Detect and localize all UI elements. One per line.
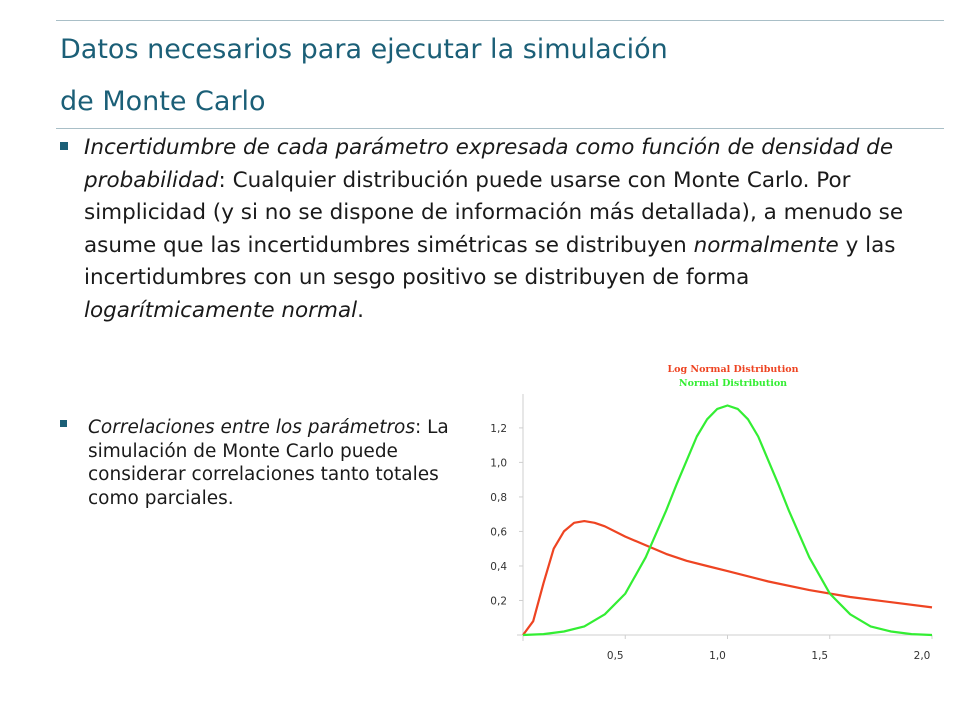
title-line-1: Datos necesarios para ejecutar la simulación	[60, 34, 668, 65]
bullet-2-body: : La simulación de Monte Carlo puede considerar correlaciones tanto totales como parciales.	[88, 417, 449, 509]
bullet-1-italic-end: logarítmicamente normal	[84, 297, 358, 323]
y-tick-label: 0,4	[490, 560, 507, 573]
x-tick-label: 1,5	[811, 650, 829, 662]
bullet-1-body-a: : Cualquier distribución puede usarse con Monte Carlo. Por simplicidad (y si no se dispone de información más detallada), a menudo se asume que las incertidumbres simétricas se distribuyen	[84, 167, 904, 258]
top-divider	[56, 20, 944, 21]
bullet-1-body-c: .	[357, 297, 364, 323]
y-tick-label: 0,2	[490, 595, 507, 608]
bullet-1-marker	[60, 142, 68, 150]
distribution-chart	[470, 352, 940, 672]
bullet-2-italic-lead: Correlaciones entre los parámetros	[88, 417, 416, 438]
slide-title	[60, 24, 920, 128]
y-tick-label: 0,6	[490, 526, 507, 539]
bullet-2-text	[88, 416, 468, 510]
x-tick-label: 0,5	[606, 650, 624, 662]
bullet-1-body-b: y las incertidumbres con un sesgo positivo se distribuyen de forma	[84, 232, 896, 290]
series-line-log-normal	[523, 521, 932, 635]
y-tick-label: 1,2	[490, 422, 507, 435]
y-tick-label: 0,8	[490, 491, 507, 504]
title-line-2: de Monte Carlo	[60, 86, 266, 117]
y-tick-label: 1,0	[490, 457, 507, 470]
title-divider	[56, 128, 944, 129]
x-tick-label: 1,0	[709, 650, 726, 662]
x-tick-label: 2,0	[913, 650, 931, 662]
bullet-2-marker	[60, 420, 67, 427]
bullet-1-text	[84, 132, 934, 327]
chart-legend	[667, 364, 798, 389]
bullet-1-italic-lead: Incertidumbre de cada parámetro expresada como función de densidad de probabilidad	[84, 135, 894, 193]
legend-entry: Normal Distribution	[678, 378, 788, 389]
bullet-1-italic-mid: normalmente	[693, 232, 839, 258]
legend-entry: Log Normal Distribution	[667, 364, 799, 375]
